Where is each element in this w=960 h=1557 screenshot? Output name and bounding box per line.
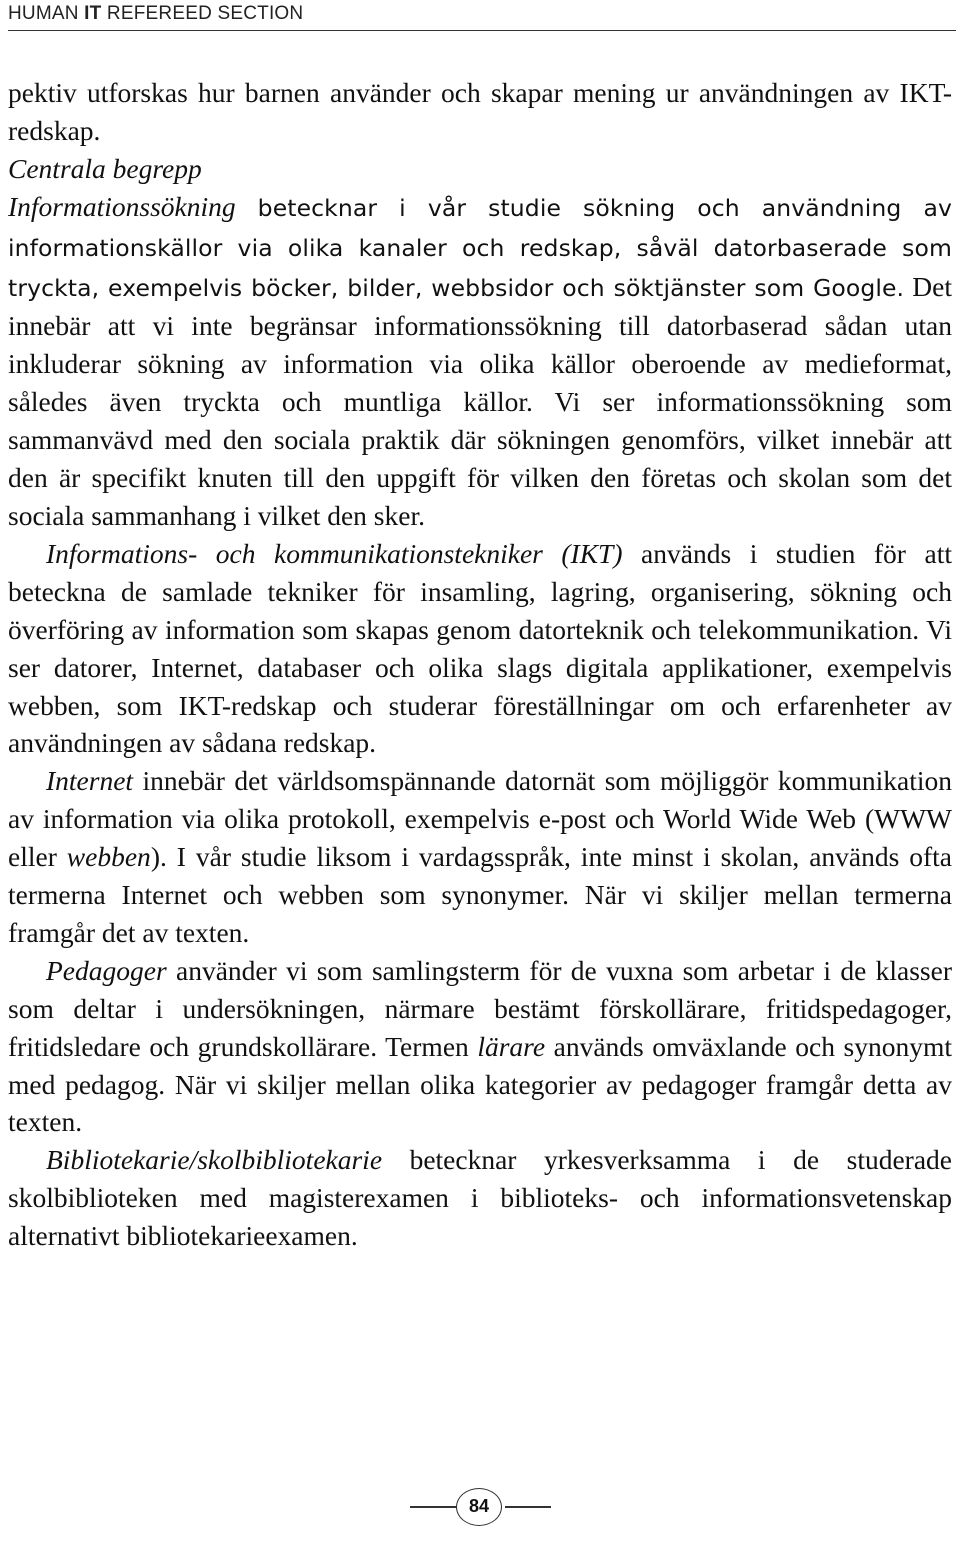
intro-paragraph: pektiv utforskas hur barnen använder och skapar mening ur användningen av IKT-redskap.	[8, 77, 952, 146]
p3-italic: webben	[66, 841, 151, 873]
p3-text-b: ). I vår studie liksom i vardagsspråk, inte minst i skolan, används ofta termerna Internet och webben som synonymer. När vi skiljer mellan termerna framgår det av texten.	[8, 841, 952, 948]
term-ikt: Informations- och kommunikationstekniker (IKT)	[46, 537, 623, 569]
term-internet: Internet	[46, 765, 134, 797]
header-bold: IT	[84, 3, 102, 24]
p1-sans-text: betecknar i vår studie sökning och användning av informationskällor via olika kanaler och redskap, såväl datorbaserade som tryckta, exempelvis böcker, bilder, webbsidor och söktjänster som Google.	[8, 193, 952, 302]
p3-text-a: innebär det världsomspännande datornät som möjliggör kommunikation av information via olika protokoll, exempelvis e-post och World Wide Web (WWW eller	[8, 765, 952, 873]
footer-rule-right	[505, 1506, 551, 1508]
p5-rest: betecknar yrkesverksamma i de studerade skolbiblioteken med magisterexamen i biblioteks- och informationsvetenskap alternativt bibliotekarieexamen.	[8, 1144, 952, 1252]
section-heading: Centrala begrepp	[8, 152, 202, 184]
term-pedagoger: Pedagoger	[46, 954, 167, 986]
paragraph-bibliotekarie	[8, 1141, 952, 1255]
paragraph-ikt	[8, 535, 952, 762]
p4-text-a: använder vi som samlingsterm för de vuxna som arbetar i de klasser som deltar i undersökningen, närmare bestämt förskollärare, fritidspedagoger, fritidsledare och grundskollärare. Termen	[8, 954, 952, 1062]
paragraph-informationssokning	[8, 188, 952, 535]
p2-rest: används i studien för att beteckna de samlade tekniker för insamling, lagring, organisering, sökning och överföring av information som skapas genom datorteknik och telekommunikation. Vi ser datorer, Internet, databaser och olika slags digitala applikationer, exempelvis webben, som IKT-redskap och studerar föreställningar om och erfarenheter av användningen av sådana redskap.	[8, 537, 952, 759]
running-header	[8, 0, 956, 31]
p4-text-b: används omväxlande och synonymt med pedagog. När vi skiljer mellan olika kategorier av pedagoger framgår detta av texten.	[8, 1030, 952, 1138]
page-number: 84	[456, 1488, 502, 1526]
footer-rule-left	[410, 1506, 456, 1508]
paragraph-internet	[8, 762, 952, 952]
paragraph-pedagoger	[8, 952, 952, 1142]
p4-italic: lärare	[477, 1030, 546, 1062]
p1-rest: Det innebär att vi inte begränsar informationssökning till datorbaserad sådan utan inkluderar sökning av information via olika källor oberoende av medieformat, således även tryckta och muntliga källor. Vi ser informationssökning som sammanvävd med den sociala praktik där sökningen genomförs, vilket innebär att den är specifikt knuten till den uppgift för vilken den företas och skolan som det sociala sammanhang i vilket den sker.	[8, 270, 952, 531]
page-footer	[0, 1488, 960, 1528]
term-bibliotekarie: Bibliotekarie/skolbibliotekarie	[46, 1144, 383, 1176]
term-informationssokning: Informationssökning	[8, 190, 236, 222]
header-right: REFEREED SECTION	[101, 3, 304, 24]
header-left: HUMAN	[8, 3, 85, 24]
page-body	[8, 74, 952, 1255]
